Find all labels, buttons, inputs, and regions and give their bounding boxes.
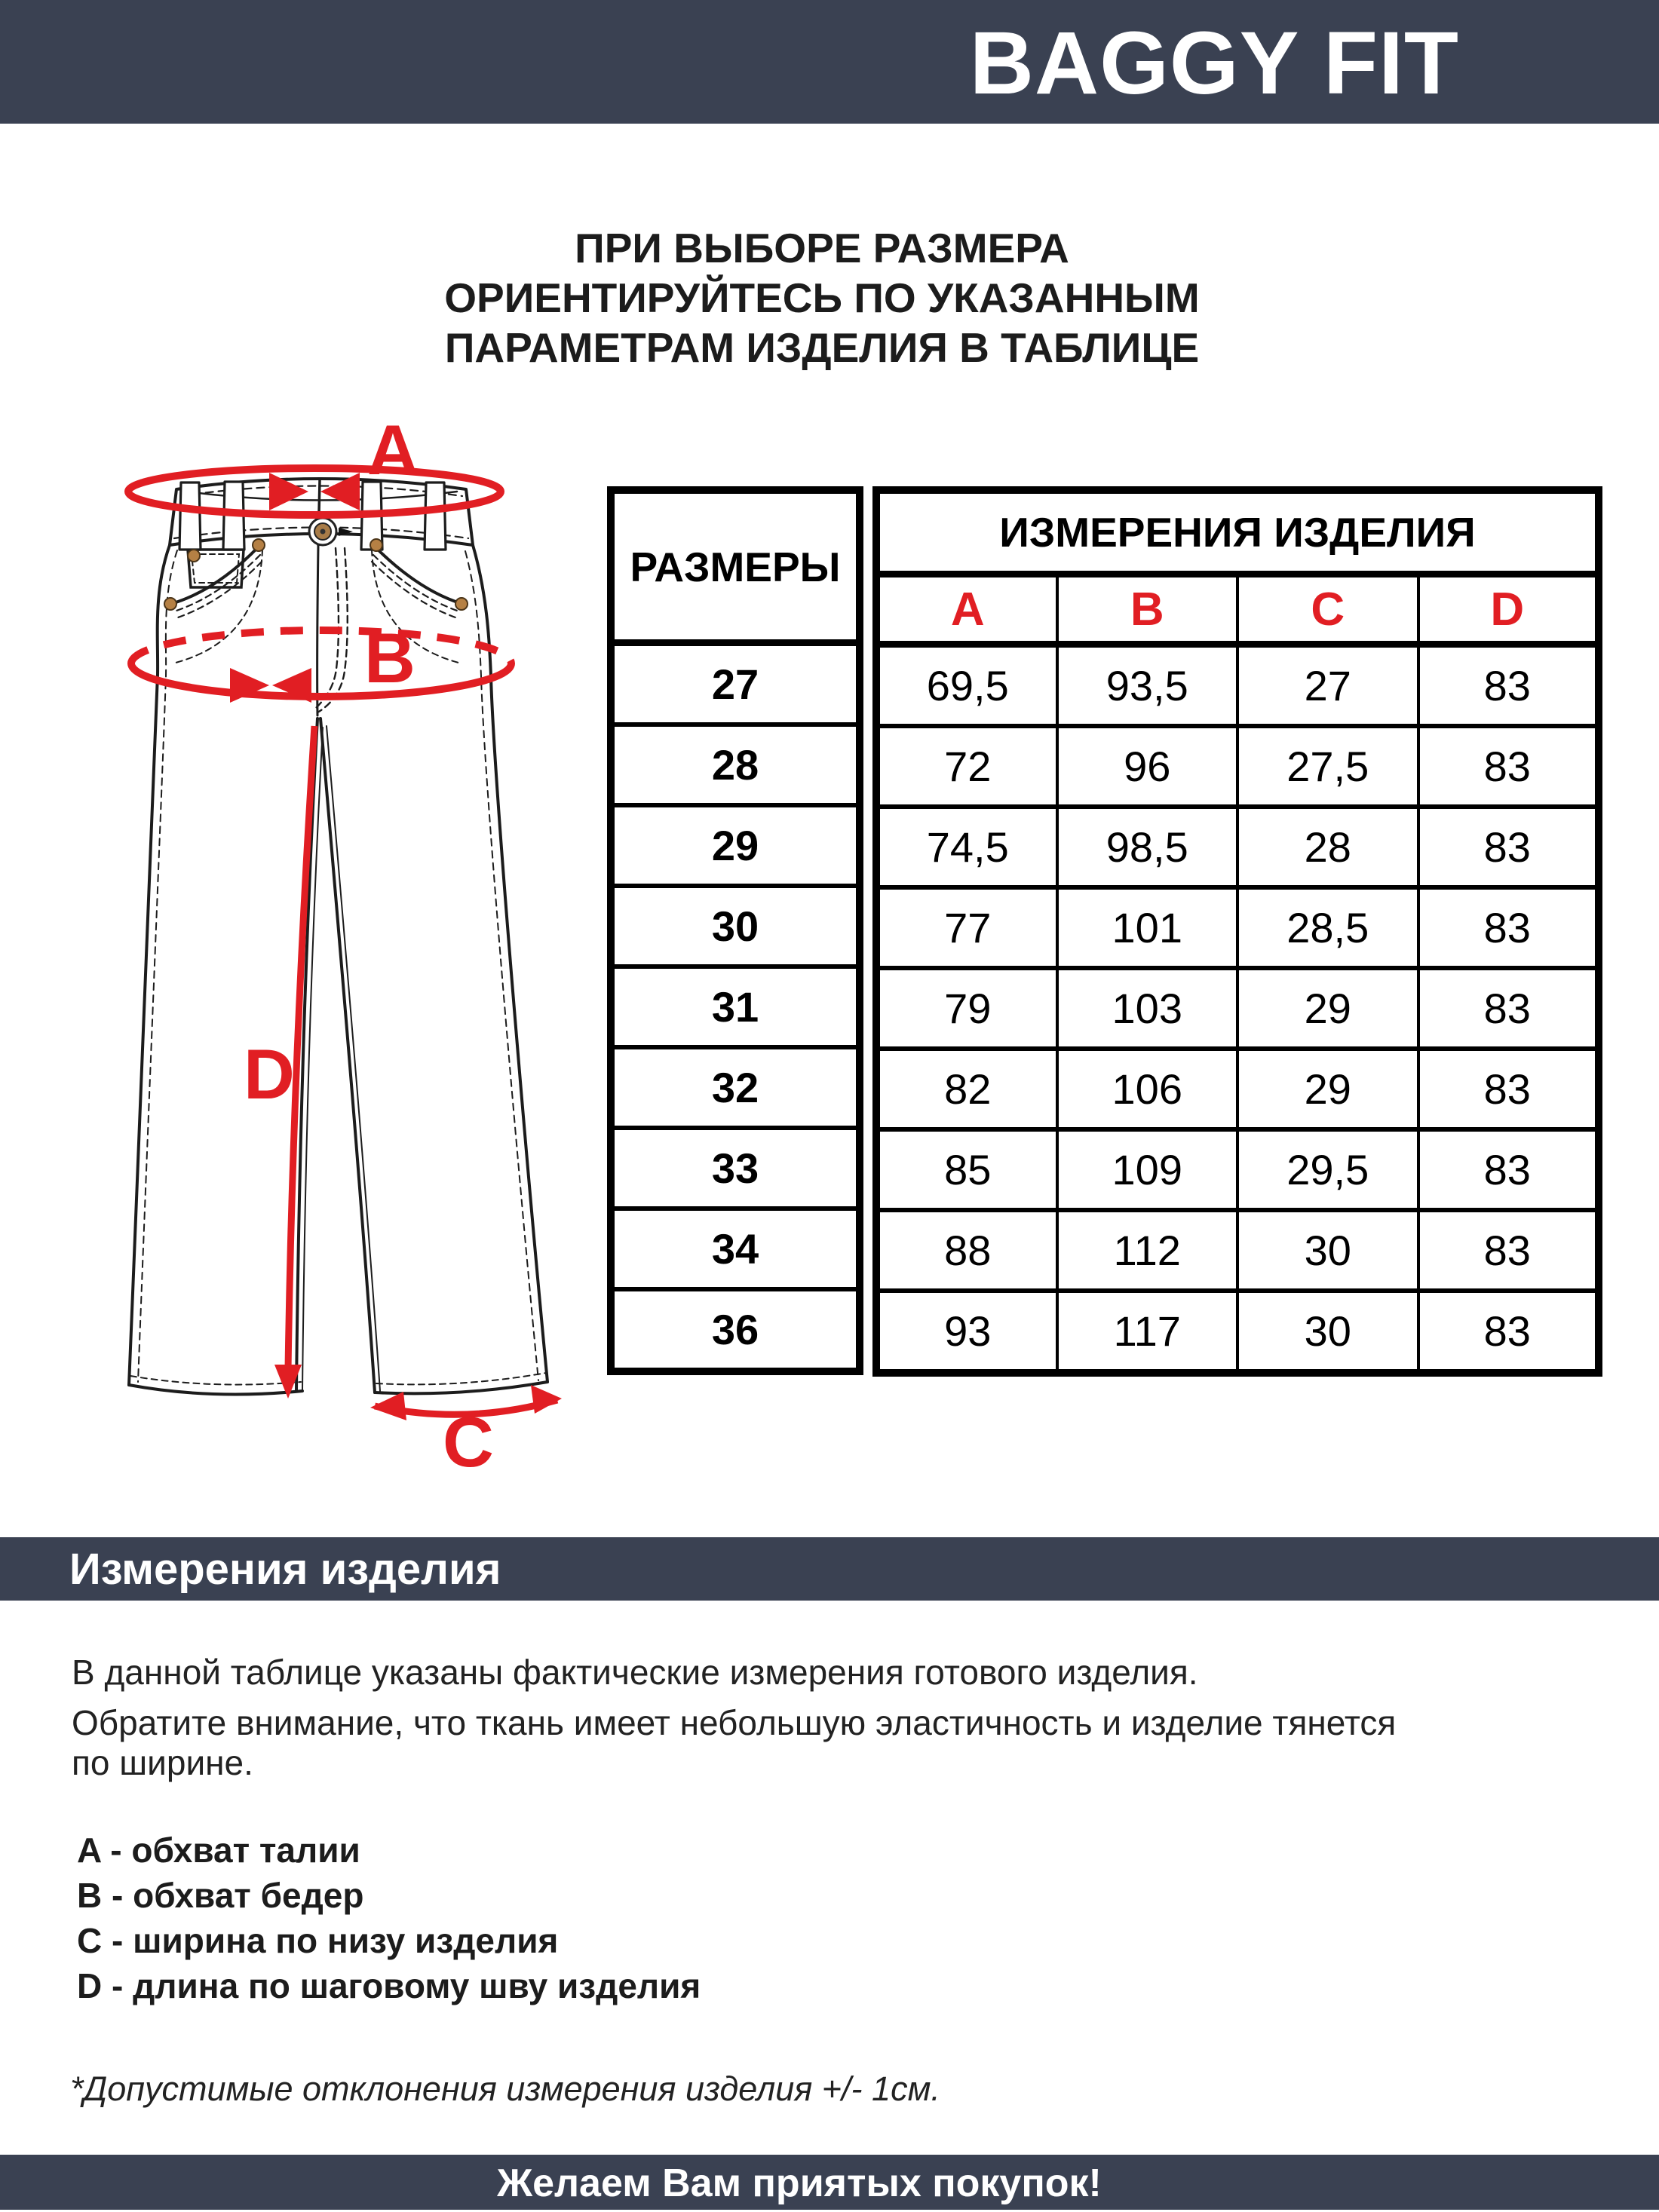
measurement-row bbox=[876, 887, 1599, 968]
size-row bbox=[611, 1289, 860, 1371]
measurement-cell-d: 83 bbox=[1418, 1291, 1599, 1373]
size-row bbox=[611, 1209, 860, 1289]
intro-line-1: ПРИ ВЫБОРЕ РАЗМЕРА bbox=[575, 225, 1069, 271]
sizes-header: РАЗМЕРЫ bbox=[611, 490, 860, 643]
size-cell: 30 bbox=[611, 886, 860, 967]
label-b: B bbox=[364, 618, 416, 697]
measurement-cell-b: 93,5 bbox=[1057, 645, 1238, 727]
jeans-legs bbox=[129, 545, 547, 1395]
measurement-cell-b: 112 bbox=[1057, 1210, 1238, 1291]
measurement-row bbox=[876, 1049, 1599, 1129]
footer-message: Желаем Вам приятых покупок! bbox=[497, 2161, 1102, 2205]
measurements-table bbox=[872, 486, 1602, 1377]
column-header-b: B bbox=[1057, 574, 1238, 645]
measurement-cell-d: 83 bbox=[1418, 1129, 1599, 1210]
measurement-cell-b: 106 bbox=[1057, 1049, 1238, 1129]
measurement-cell-b: 101 bbox=[1057, 887, 1238, 968]
abcd-header-row bbox=[876, 574, 1599, 645]
measurement-cell-d: 83 bbox=[1418, 726, 1599, 807]
footnote: *Допустимые отклонения измерения изделия +/- 1см. bbox=[70, 2070, 940, 2108]
measurements-title-row bbox=[876, 490, 1599, 574]
size-cell: 28 bbox=[611, 725, 860, 805]
size-row bbox=[611, 1047, 860, 1128]
description-block bbox=[72, 1653, 1396, 1783]
measurement-cell-d: 83 bbox=[1418, 807, 1599, 887]
measurement-cell-d: 83 bbox=[1418, 1210, 1599, 1291]
legend-list bbox=[77, 1828, 701, 2008]
sizes-table-body bbox=[611, 490, 860, 1371]
legend-item: D - длина по шаговому шву изделия bbox=[77, 1966, 701, 2005]
section-title: Измерения изделия bbox=[69, 1545, 501, 1594]
jeans-diagram bbox=[79, 411, 592, 1504]
measurement-row bbox=[876, 968, 1599, 1049]
size-cell: 32 bbox=[611, 1047, 860, 1128]
measurements-header: ИЗМЕРЕНИЯ ИЗДЕЛИЯ bbox=[876, 490, 1599, 574]
measurement-row bbox=[876, 807, 1599, 887]
description-paragraph-2-line-1: Обратите внимание, что ткань имеет небольшую эластичность и изделие тянется bbox=[72, 1703, 1397, 1742]
measurement-row bbox=[876, 1129, 1599, 1210]
measurement-row bbox=[876, 726, 1599, 807]
sizes-header-row bbox=[611, 490, 860, 643]
measurement-cell-c: 29 bbox=[1237, 1049, 1418, 1129]
label-c: C bbox=[443, 1402, 494, 1481]
intro-line-2: ОРИЕНТИРУЙТЕСЬ ПО УКАЗАННЫМ bbox=[444, 274, 1200, 321]
size-row bbox=[611, 805, 860, 886]
measurement-cell-d: 83 bbox=[1418, 645, 1599, 727]
label-a: A bbox=[367, 411, 419, 489]
measurement-cell-c: 30 bbox=[1237, 1210, 1418, 1291]
legend-item: B - обхват бедер bbox=[77, 1876, 364, 1915]
measurement-cell-c: 27,5 bbox=[1237, 726, 1418, 807]
measurement-cell-b: 117 bbox=[1057, 1291, 1238, 1373]
measurement-cell-c: 29 bbox=[1237, 968, 1418, 1049]
measurement-cell-b: 103 bbox=[1057, 968, 1238, 1049]
measurement-cell-a: 69,5 bbox=[876, 645, 1057, 727]
measurement-cell-c: 30 bbox=[1237, 1291, 1418, 1373]
size-cell: 29 bbox=[611, 805, 860, 886]
measurement-c bbox=[370, 1385, 562, 1481]
measurement-cell-b: 96 bbox=[1057, 726, 1238, 807]
legend-item: C - ширина по низу изделия bbox=[77, 1921, 559, 1960]
legend-item: A - обхват талии bbox=[77, 1831, 360, 1870]
measurement-cell-a: 79 bbox=[876, 968, 1057, 1049]
measurement-cell-d: 83 bbox=[1418, 1049, 1599, 1129]
measurement-cell-d: 83 bbox=[1418, 887, 1599, 968]
measurement-cell-c: 29,5 bbox=[1237, 1129, 1418, 1210]
column-header-c: C bbox=[1237, 574, 1418, 645]
column-header-a: A bbox=[876, 574, 1057, 645]
measurement-cell-a: 74,5 bbox=[876, 807, 1057, 887]
size-row bbox=[611, 643, 860, 725]
size-cell: 27 bbox=[611, 643, 860, 725]
footer-bar bbox=[0, 2155, 1659, 2210]
measurement-b bbox=[131, 618, 511, 703]
size-row bbox=[611, 886, 860, 967]
description-paragraph-2-line-2: по ширине. bbox=[72, 1743, 253, 1782]
size-row bbox=[611, 725, 860, 805]
size-cell: 33 bbox=[611, 1128, 860, 1209]
measurement-row bbox=[876, 1210, 1599, 1291]
measurement-cell-a: 85 bbox=[876, 1129, 1057, 1210]
measurement-cell-c: 27 bbox=[1237, 645, 1418, 727]
top-brand-bar bbox=[0, 0, 1659, 124]
measurement-cell-a: 77 bbox=[876, 887, 1057, 968]
description-paragraph-1: В данной таблице указаны фактические измерения готового изделия. bbox=[72, 1653, 1198, 1692]
measurement-cell-a: 82 bbox=[876, 1049, 1057, 1129]
measurement-cell-a: 72 bbox=[876, 726, 1057, 807]
size-cell: 34 bbox=[611, 1209, 860, 1289]
label-d: D bbox=[244, 1034, 295, 1114]
measurement-row bbox=[876, 1291, 1599, 1373]
measurement-row bbox=[876, 645, 1599, 727]
intro-line-3: ПАРАМЕТРАМ ИЗДЕЛИЯ В ТАБЛИЦЕ bbox=[444, 324, 1200, 371]
intro-heading bbox=[0, 223, 1644, 372]
size-row bbox=[611, 1128, 860, 1209]
measurements-table-body bbox=[876, 490, 1599, 1373]
measurement-cell-d: 83 bbox=[1418, 968, 1599, 1049]
brand-title: BAGGY FIT bbox=[969, 14, 1459, 113]
column-header-d: D bbox=[1418, 574, 1599, 645]
size-cell: 36 bbox=[611, 1289, 860, 1371]
sizes-table bbox=[607, 486, 863, 1375]
measurement-cell-c: 28 bbox=[1237, 807, 1418, 887]
size-cell: 31 bbox=[611, 967, 860, 1047]
measurement-cell-c: 28,5 bbox=[1237, 887, 1418, 968]
measurement-cell-b: 109 bbox=[1057, 1129, 1238, 1210]
size-row bbox=[611, 967, 860, 1047]
measurement-cell-a: 88 bbox=[876, 1210, 1057, 1291]
section-bar bbox=[0, 1537, 1659, 1601]
measurement-cell-a: 93 bbox=[876, 1291, 1057, 1373]
measurement-cell-b: 98,5 bbox=[1057, 807, 1238, 887]
arrow-c-right-icon bbox=[531, 1385, 562, 1414]
arrow-c-left-icon bbox=[370, 1392, 406, 1420]
